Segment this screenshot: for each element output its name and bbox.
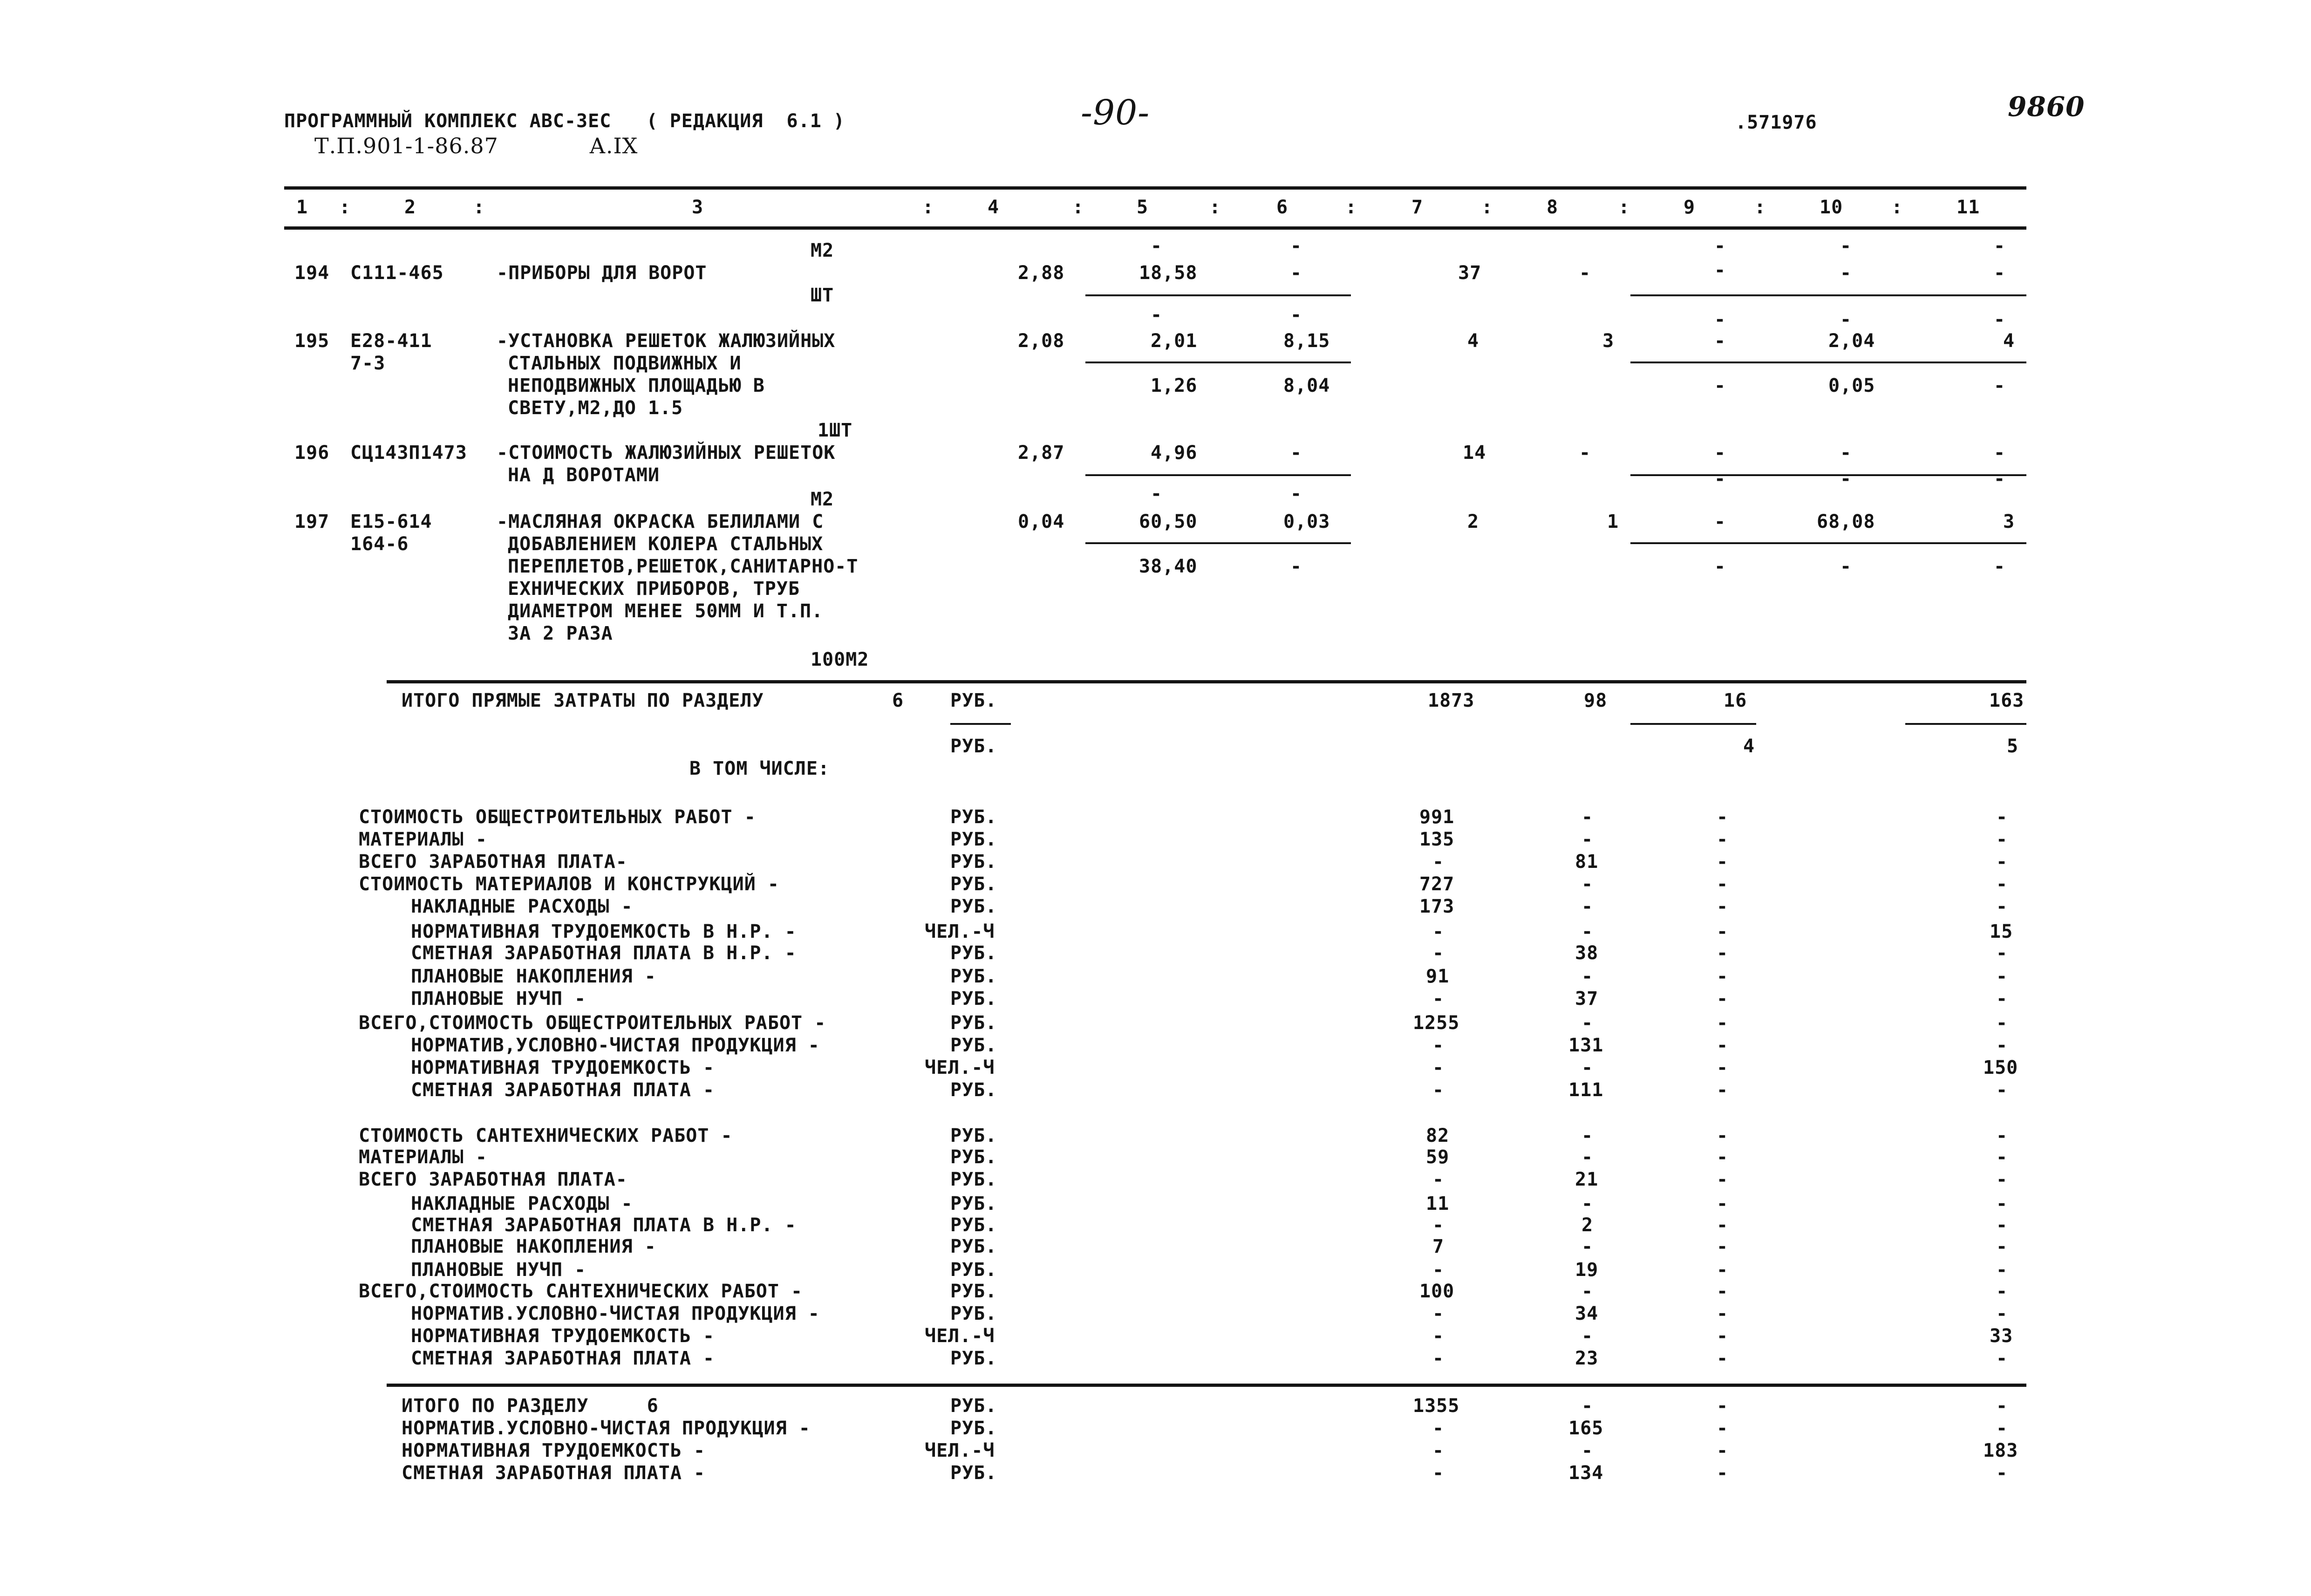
summary-col8: - <box>1582 1057 1594 1078</box>
summary-col11: 150 <box>1983 1057 2018 1078</box>
summary-col9: - <box>1717 1146 1729 1168</box>
col5-value-2: 1,26 <box>1151 375 1198 396</box>
summary-col7: - <box>1432 1348 1445 1369</box>
summary-col11: - <box>1996 1303 2008 1324</box>
col-header-3: 3 <box>692 197 704 218</box>
summary-unit: ЧЕЛ.-Ч <box>925 1440 995 1461</box>
summary-col7: - <box>1432 1079 1445 1101</box>
summary-label: НАКЛАДНЫЕ РАСХОДЫ - <box>411 1193 633 1214</box>
col10-value-2: 0,05 <box>1828 375 1875 396</box>
summary-unit: РУБ. <box>950 806 997 828</box>
summary-col8: - <box>1582 1012 1594 1034</box>
summary-col9: - <box>1717 1325 1729 1347</box>
unit-label: 1ШТ <box>818 420 853 441</box>
totals-rule <box>387 680 2026 683</box>
summary-unit: РУБ. <box>950 1193 997 1214</box>
col11-value: 4 <box>2003 330 2015 352</box>
col4-value: 2,87 <box>1018 442 1065 464</box>
summary-unit: РУБ. <box>950 829 997 850</box>
summary-col9: - <box>1717 851 1729 873</box>
summary-col7: - <box>1432 1303 1445 1324</box>
summary-col9: - <box>1717 921 1729 942</box>
summary-col9: - <box>1717 1079 1729 1101</box>
summary-col7: 82 <box>1426 1125 1450 1146</box>
summary-unit: ЧЕЛ.-Ч <box>925 921 995 942</box>
col-header-5: 5 <box>1137 197 1149 218</box>
summary-col8: - <box>1582 1395 1594 1417</box>
col6-value: 8,15 <box>1283 330 1330 352</box>
totals-col11-2: 5 <box>2007 736 2019 757</box>
totals-unit-2: РУБ. <box>950 736 997 757</box>
summary-col9: - <box>1717 1395 1729 1417</box>
summary-label: НОРМАТИВНАЯ ТРУДОЕМКОСТЬ - <box>411 1057 715 1078</box>
col10-value: 2,04 <box>1828 330 1875 352</box>
summary-col11: - <box>1996 1012 2008 1034</box>
item-name-line: ДИАМЕТРОМ МЕНЕЕ 50ММ И Т.П. <box>508 600 824 622</box>
summary-col8: - <box>1582 873 1594 895</box>
summary-col7: 100 <box>1419 1281 1455 1302</box>
item-code: Е28-411 <box>350 330 432 352</box>
totals-col8: 98 <box>1584 690 1608 711</box>
item-number: 196 <box>294 442 330 464</box>
summary-label: СМЕТНАЯ ЗАРАБОТНАЯ ПЛАТА - <box>411 1348 715 1369</box>
summary-col7: 59 <box>1426 1146 1450 1168</box>
col-header-10: 10 <box>1820 197 1843 218</box>
summary-col9: - <box>1717 1259 1729 1281</box>
summary-label: НАКЛАДНЫЕ РАСХОДЫ - <box>411 896 633 917</box>
summary-col11: 15 <box>1990 921 2013 942</box>
summary-col7: - <box>1432 1035 1445 1056</box>
col7-value: 4 <box>1467 330 1479 352</box>
summary-col9: - <box>1717 1281 1729 1302</box>
col7-value: 14 <box>1463 442 1486 464</box>
summary-col7: 173 <box>1419 896 1455 917</box>
summary-col9: - <box>1717 896 1729 917</box>
summary-col11: - <box>1996 1035 2008 1056</box>
summary-label: ИТОГО ПО РАЗДЕЛУ 6 <box>402 1395 659 1417</box>
summary-col8: - <box>1582 1146 1594 1168</box>
summary-col8: - <box>1582 829 1594 850</box>
summary-col11: - <box>1996 1214 2008 1236</box>
summary-col11: - <box>1996 1281 2008 1302</box>
summary-col8: - <box>1582 1325 1594 1347</box>
item-name-line: -УСТАНОВКА РЕШЕТОК ЖАЛЮЗИЙНЫХ <box>497 330 836 352</box>
col5-value: 4,96 <box>1151 442 1198 464</box>
item-number: 194 <box>294 262 330 284</box>
summary-col9: - <box>1717 1462 1729 1484</box>
summary-unit: РУБ. <box>950 1079 997 1101</box>
col5-value: 60,50 <box>1139 511 1198 532</box>
summary-col11: - <box>1996 966 2008 987</box>
section-total-rule <box>387 1384 2026 1387</box>
item-name-line: НЕПОДВИЖНЫХ ПЛОЩАДЬЮ В <box>508 375 765 396</box>
summary-unit: РУБ. <box>950 896 997 917</box>
summary-unit: РУБ. <box>950 873 997 895</box>
summary-label: СТОИМОСТЬ МАТЕРИАЛОВ И КОНСТРУКЦИЙ - <box>359 873 779 895</box>
album-code: А.IX <box>589 133 638 158</box>
summary-label: НОРМАТИВНАЯ ТРУДОЕМКОСТЬ В Н.Р. - <box>411 921 797 942</box>
summary-label: НОРМАТИВ.УСЛОВНО-ЧИСТАЯ ПРОДУКЦИЯ - <box>402 1418 811 1439</box>
summary-col7: 727 <box>1419 873 1455 895</box>
summary-col8: 134 <box>1568 1462 1604 1484</box>
item-name: -ПРИБОРЫ ДЛЯ ВОРОТ <box>497 262 707 284</box>
program-title: ПРОГРАММНЫЙ КОМПЛЕКС АВС-ЗЕС ( РЕДАКЦИЯ 6.1 ) <box>284 110 845 132</box>
summary-label: СМЕТНАЯ ЗАРАБОТНАЯ ПЛАТА В Н.Р. - <box>411 942 797 964</box>
summary-col11: - <box>1996 942 2008 964</box>
summary-label: ВСЕГО,СТОИМОСТЬ ОБЩЕСТРОИТЕЛЬНЫХ РАБОТ - <box>359 1012 826 1034</box>
summary-col9: - <box>1717 806 1729 828</box>
summary-unit: РУБ. <box>950 1125 997 1146</box>
summary-col8: 37 <box>1575 988 1599 1009</box>
summary-label: МАТЕРИАЛЫ - <box>359 1146 487 1168</box>
table-header-rule <box>284 226 2026 230</box>
totals-col11: 163 <box>1989 690 2025 711</box>
summary-unit: ЧЕЛ.-Ч <box>925 1057 995 1078</box>
summary-col9: - <box>1717 966 1729 987</box>
col8-value: 1 <box>1607 511 1619 532</box>
summary-col11: - <box>1996 873 2008 895</box>
summary-label: СТОИМОСТЬ САНТЕХНИЧЕСКИХ РАБОТ - <box>359 1125 733 1146</box>
col-header-1: 1 <box>296 197 308 218</box>
col4-value: 0,04 <box>1018 511 1065 532</box>
summary-col9: - <box>1717 1125 1729 1146</box>
summary-label: СМЕТНАЯ ЗАРАБОТНАЯ ПЛАТА - <box>411 1079 715 1101</box>
item-name-line: ЗА 2 РАЗА <box>508 623 613 644</box>
summary-unit: РУБ. <box>950 988 997 1009</box>
summary-col11: - <box>1996 1418 2008 1439</box>
summary-col8: 81 <box>1575 851 1599 873</box>
col-header-9: 9 <box>1684 197 1696 218</box>
summary-col7: 1255 <box>1413 1012 1460 1034</box>
summary-label: СТОИМОСТЬ ОБЩЕСТРОИТЕЛЬНЫХ РАБОТ - <box>359 806 756 828</box>
summary-label: ПЛАНОВЫЕ НАКОПЛЕНИЯ - <box>411 1236 656 1257</box>
summary-col11: - <box>1996 896 2008 917</box>
col5-value: 18,58 <box>1139 262 1198 284</box>
summary-col7: - <box>1432 942 1445 964</box>
project-code: Т.П.901-1-86.87 <box>314 133 498 158</box>
summary-col8: - <box>1582 921 1594 942</box>
col10-value: 68,08 <box>1817 511 1875 532</box>
summary-col7: - <box>1432 988 1445 1009</box>
summary-label: ВСЕГО ЗАРАБОТНАЯ ПЛАТА- <box>359 1169 627 1190</box>
summary-unit: ЧЕЛ.-Ч <box>925 1325 995 1347</box>
summary-col9: - <box>1717 1236 1729 1257</box>
summary-col11: - <box>1996 1125 2008 1146</box>
col-header-4: 4 <box>988 197 1000 218</box>
page-number: -90- <box>1081 93 1150 133</box>
summary-unit: РУБ. <box>950 1259 997 1281</box>
col6-value: 0,03 <box>1283 511 1330 532</box>
summary-col8: - <box>1582 1236 1594 1257</box>
summary-col8: - <box>1582 1193 1594 1214</box>
summary-col9: - <box>1717 1012 1729 1034</box>
summary-unit: РУБ. <box>950 1035 997 1056</box>
summary-unit: РУБ. <box>950 1395 997 1417</box>
summary-col9: - <box>1717 1348 1729 1369</box>
summary-col11: - <box>1996 806 2008 828</box>
summary-col8: 23 <box>1575 1348 1599 1369</box>
summary-col8: - <box>1582 1440 1594 1461</box>
summary-col9: - <box>1717 873 1729 895</box>
summary-col11: 183 <box>1983 1440 2018 1461</box>
summary-col7: - <box>1432 1440 1445 1461</box>
summary-unit: РУБ. <box>950 1418 997 1439</box>
totals-section: 6 <box>892 690 904 711</box>
summary-col8: - <box>1582 896 1594 917</box>
col5-value: 2,01 <box>1151 330 1198 352</box>
totals-col9-2: 4 <box>1743 736 1755 757</box>
summary-col8: 111 <box>1568 1079 1604 1101</box>
col4-value: 2,08 <box>1018 330 1065 352</box>
summary-col9: - <box>1717 1440 1729 1461</box>
item-code: СЦ143П1473 <box>350 442 467 464</box>
item-name-line: СВЕТУ,М2,ДО 1.5 <box>508 397 683 419</box>
summary-col11: - <box>1996 988 2008 1009</box>
summary-unit: РУБ. <box>950 1169 997 1190</box>
summary-col8: 2 <box>1582 1214 1594 1236</box>
summary-unit: РУБ. <box>950 1236 997 1257</box>
unit-label: ШТ <box>811 285 834 306</box>
summary-col8: 38 <box>1575 942 1599 964</box>
summary-col7: - <box>1432 851 1445 873</box>
summary-label: НОРМАТИВНАЯ ТРУДОЕМКОСТЬ - <box>402 1440 706 1461</box>
summary-unit: РУБ. <box>950 851 997 873</box>
summary-col11: - <box>1996 1146 2008 1168</box>
summary-col9: - <box>1717 942 1729 964</box>
item-name-line: СТАЛЬНЫХ ПОДВИЖНЫХ И <box>508 353 742 374</box>
table-top-rule <box>284 186 2026 190</box>
summary-unit: РУБ. <box>950 1462 997 1484</box>
col-header-2: 2 <box>404 197 416 218</box>
including-label: В ТОМ ЧИСЛЕ: <box>689 758 830 779</box>
summary-col8: 131 <box>1568 1035 1604 1056</box>
summary-label: СМЕТНАЯ ЗАРАБОТНАЯ ПЛАТА - <box>402 1462 706 1484</box>
col-header-6: 6 <box>1276 197 1288 218</box>
summary-col8: - <box>1582 966 1594 987</box>
totals-unit: РУБ. <box>950 690 997 711</box>
summary-col7: - <box>1432 1418 1445 1439</box>
summary-col11: - <box>1996 1079 2008 1101</box>
summary-label: СМЕТНАЯ ЗАРАБОТНАЯ ПЛАТА В Н.Р. - <box>411 1214 797 1236</box>
summary-col9: - <box>1717 829 1729 850</box>
summary-col11: - <box>1996 1395 2008 1417</box>
col4-value: 2,88 <box>1018 262 1065 284</box>
summary-col8: 21 <box>1575 1169 1599 1190</box>
item-number: 195 <box>294 330 330 352</box>
summary-col7: - <box>1432 1462 1445 1484</box>
col-header-11: 11 <box>1957 197 1980 218</box>
summary-col8: - <box>1582 1125 1594 1146</box>
summary-col7: - <box>1432 921 1445 942</box>
summary-label: ПЛАНОВЫЕ НУЧП - <box>411 1259 586 1281</box>
item-name-line: ЕХНИЧЕСКИХ ПРИБОРОВ, ТРУБ <box>508 578 800 600</box>
summary-col9: - <box>1717 1214 1729 1236</box>
summary-label: ВСЕГО,СТОИМОСТЬ САНТЕХНИЧЕСКИХ РАБОТ - <box>359 1281 803 1302</box>
summary-col8: - <box>1582 1281 1594 1302</box>
summary-col11: - <box>1996 851 2008 873</box>
sheet-mark: 9860 <box>2008 91 2085 123</box>
summary-col9: - <box>1717 1303 1729 1324</box>
summary-col7: 11 <box>1426 1193 1450 1214</box>
item-code: С111-465 <box>350 262 444 284</box>
col-header-8: 8 <box>1547 197 1559 218</box>
unit-label: М2 <box>811 489 834 510</box>
summary-label: ПЛАНОВЫЕ НУЧП - <box>411 988 586 1009</box>
summary-unit: РУБ. <box>950 942 997 964</box>
summary-unit: РУБ. <box>950 1214 997 1236</box>
item-name-line: -МАСЛЯНАЯ ОКРАСКА БЕЛИЛАМИ С <box>497 511 824 532</box>
summary-col8: 165 <box>1568 1418 1604 1439</box>
summary-col7: 1355 <box>1413 1395 1460 1417</box>
item-name-line: ПЕРЕПЛЕТОВ,РЕШЕТОК,САНИТАРНО-Т <box>508 556 859 577</box>
summary-col7: - <box>1432 1169 1445 1190</box>
col11-value: 3 <box>2003 511 2015 532</box>
item-name-line: НА Д ВОРОТАМИ <box>508 464 660 486</box>
summary-col7: 7 <box>1432 1236 1445 1257</box>
summary-col7: 135 <box>1419 829 1455 850</box>
totals-label: ИТОГО ПРЯМЫЕ ЗАТРАТЫ ПО РАЗДЕЛУ <box>402 690 764 711</box>
col5-value-2: 38,40 <box>1139 556 1198 577</box>
unit-label: 100М2 <box>811 649 869 670</box>
summary-col9: - <box>1717 1035 1729 1056</box>
summary-col9: - <box>1717 1193 1729 1214</box>
summary-label: ВСЕГО ЗАРАБОТНАЯ ПЛАТА- <box>359 851 627 873</box>
summary-col8: - <box>1582 806 1594 828</box>
col8-value: 3 <box>1602 330 1615 352</box>
summary-col9: - <box>1717 1057 1729 1078</box>
summary-label: НОРМАТИВ.УСЛОВНО-ЧИСТАЯ ПРОДУКЦИЯ - <box>411 1303 820 1324</box>
summary-col9: - <box>1717 988 1729 1009</box>
summary-unit: РУБ. <box>950 966 997 987</box>
summary-col11: - <box>1996 1193 2008 1214</box>
summary-col11: - <box>1996 1348 2008 1369</box>
item-number: 197 <box>294 511 330 532</box>
item-name-line: ДОБАВЛЕНИЕМ КОЛЕРА СТАЛЬНЫХ <box>508 533 824 555</box>
summary-col11: 33 <box>1990 1325 2013 1347</box>
summary-col11: - <box>1996 1236 2008 1257</box>
summary-col7: 91 <box>1426 966 1450 987</box>
summary-unit: РУБ. <box>950 1012 997 1034</box>
col-header-7: 7 <box>1411 197 1424 218</box>
summary-label: НОРМАТИВНАЯ ТРУДОЕМКОСТЬ - <box>411 1325 715 1347</box>
item-code-2: 7-3 <box>350 353 386 374</box>
summary-unit: РУБ. <box>950 1303 997 1324</box>
summary-col7: 991 <box>1419 806 1455 828</box>
totals-col7: 1873 <box>1428 690 1475 711</box>
totals-col9: 16 <box>1724 690 1747 711</box>
summary-col11: - <box>1996 1259 2008 1281</box>
unit-label: М2 <box>811 240 834 261</box>
summary-unit: РУБ. <box>950 1348 997 1369</box>
summary-label: НОРМАТИВ,УСЛОВНО-ЧИСТАЯ ПРОДУКЦИЯ - <box>411 1035 820 1056</box>
item-code: Е15-614 <box>350 511 432 532</box>
col6-value-2: 8,04 <box>1283 375 1330 396</box>
summary-col8: 34 <box>1575 1303 1599 1324</box>
summary-col8: 19 <box>1575 1259 1599 1281</box>
col7-value: 2 <box>1467 511 1479 532</box>
document-code: .571976 <box>1735 112 1817 133</box>
summary-col11: - <box>1996 1169 2008 1190</box>
summary-label: МАТЕРИАЛЫ - <box>359 829 487 850</box>
summary-col7: - <box>1432 1214 1445 1236</box>
col7-value: 37 <box>1458 262 1482 284</box>
summary-col7: - <box>1432 1057 1445 1078</box>
summary-col11: - <box>1996 1462 2008 1484</box>
item-name-line: -СТОИМОСТЬ ЖАЛЮЗИЙНЫХ РЕШЕТОК <box>497 442 836 464</box>
summary-unit: РУБ. <box>950 1281 997 1302</box>
summary-col7: - <box>1432 1259 1445 1281</box>
summary-col9: - <box>1717 1418 1729 1439</box>
summary-label: ПЛАНОВЫЕ НАКОПЛЕНИЯ - <box>411 966 656 987</box>
summary-col9: - <box>1717 1169 1729 1190</box>
summary-col7: - <box>1432 1325 1445 1347</box>
item-code-2: 164-6 <box>350 533 409 555</box>
summary-col11: - <box>1996 829 2008 850</box>
summary-unit: РУБ. <box>950 1146 997 1168</box>
